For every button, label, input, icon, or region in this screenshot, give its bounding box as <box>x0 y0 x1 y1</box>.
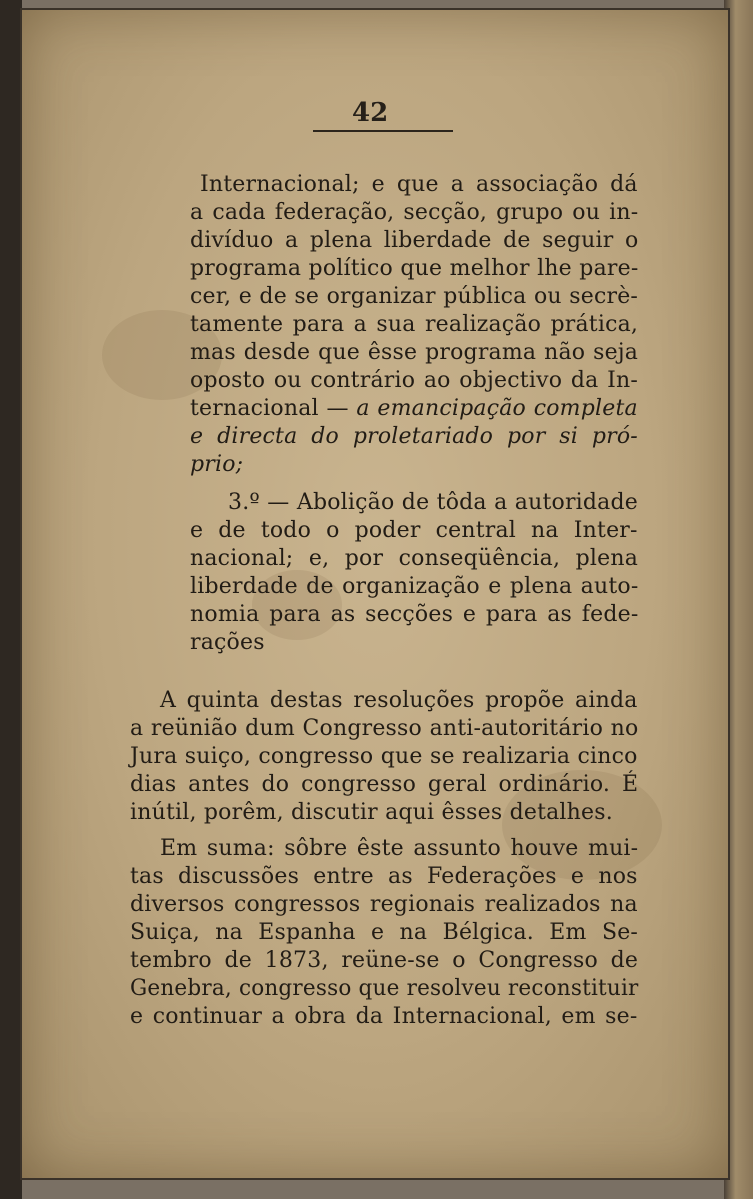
text-line <box>190 368 638 394</box>
text-line-content: ternacional — <box>190 396 349 421</box>
text-line <box>190 602 638 628</box>
text-line <box>130 864 638 890</box>
text-line-content: oposto ou contrário ao objectivo da In- <box>190 368 639 393</box>
text-line-content: diversos congressos regionais realizados na <box>130 892 638 917</box>
text-line-content: a cada federação, secção, grupo ou in- <box>190 200 639 225</box>
text-line <box>160 836 638 862</box>
text-line <box>130 1004 638 1030</box>
text-line-italic-tail: a emancipação completa <box>348 396 638 421</box>
text-line <box>190 630 265 656</box>
text-line-content: a reünião dum Congresso anti-autoritário no <box>130 716 639 741</box>
text-line-content: cer, e de se organizar pública ou secrè- <box>190 284 639 309</box>
text-line <box>190 574 638 600</box>
text-line-content: Internacional; e que a associação dá <box>200 172 638 197</box>
scan-left-border <box>0 0 22 1199</box>
text-line <box>130 716 638 742</box>
text-line-content: A quinta destas resoluções propõe ainda <box>160 688 638 713</box>
text-line <box>190 340 638 366</box>
text-line <box>190 256 638 282</box>
header-rule <box>313 130 453 132</box>
text-line-content: dias antes do congresso geral ordinário. É <box>130 772 639 797</box>
text-line-content: nomia para as secções e para as fede- <box>190 602 639 627</box>
text-line-content: mas desde que êsse programa não seja <box>190 340 639 365</box>
text-line-content: tas discussões entre as Federações e nos <box>130 864 638 889</box>
text-line-content: divíduo a plena liberdade de seguir o <box>190 228 639 253</box>
text-line-content: Jura suiço, congresso que se realizaria cinco <box>130 744 638 769</box>
text-line <box>200 172 638 198</box>
text-line <box>228 490 638 516</box>
text-line-content: tamente para a sua realização prática, <box>190 312 639 337</box>
text-line-content: liberdade de organização e plena auto- <box>190 574 639 599</box>
text-line-content: e directa do proletariado por si pró- <box>190 424 638 449</box>
text-line-content: Genebra, congresso que resolveu reconstituir <box>130 976 639 1001</box>
text-line-content: 3.º — Abolição de tôda a autoridade <box>228 490 638 515</box>
text-line <box>130 892 638 918</box>
text-line <box>190 518 638 544</box>
text-line-content: tembro de 1873, reüne-se o Congresso de <box>130 948 639 973</box>
text-line <box>190 424 638 450</box>
text-line-content: nacional; e, por conseqüência, plena <box>190 546 639 571</box>
text-line <box>130 772 638 798</box>
text-line <box>190 284 638 310</box>
text-line-content: e continuar a obra da Internacional, em se- <box>130 1004 638 1029</box>
text-line-content: e de todo o poder central na Inter- <box>190 518 638 543</box>
text-line <box>190 228 638 254</box>
text-line-content: programa político que melhor lhe pare- <box>190 256 639 281</box>
text-line <box>130 976 639 1002</box>
text-line-content: Suiça, na Espanha e na Bélgica. Em Se- <box>130 920 639 945</box>
text-line-content: inútil, porêm, discutir aqui êsses detalhes. <box>130 800 613 825</box>
text-line <box>190 546 638 572</box>
text-line <box>130 744 638 770</box>
text-line-content: Em suma: sôbre êste assunto houve mui- <box>160 836 639 861</box>
page-number: 42 <box>352 98 389 128</box>
text-line <box>190 452 243 478</box>
text-line <box>130 920 638 946</box>
text-line <box>190 312 638 338</box>
text-line-content: rações <box>190 630 265 655</box>
text-line <box>160 688 638 714</box>
text-line <box>130 800 613 826</box>
text-line <box>190 396 638 422</box>
text-line-content: prio; <box>190 452 244 477</box>
text-line <box>190 200 638 226</box>
text-line <box>130 948 638 974</box>
